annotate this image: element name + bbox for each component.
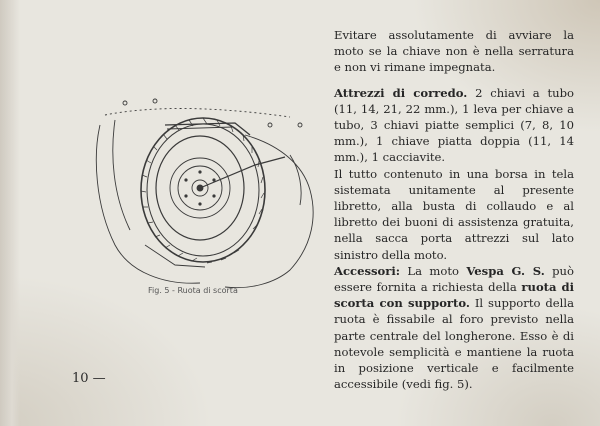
text-column — [334, 27, 574, 392]
page-binding — [0, 0, 20, 426]
accessori-text-2: può essere fornita a richiesta della — [334, 263, 574, 295]
spare-wheel-highlight: ruota di scorta con supporto. — [334, 280, 575, 311]
accessori-text-3: Il supporto della ruota è fissabile al foro previsto nella parte centrale del longherone. Esso è di notevole semplicità e mantiene la ruota in posizione verticale e facilmente accessibile (vedi fig. 5). — [334, 296, 574, 392]
accessori-heading: Accessori: — [334, 263, 401, 278]
figure-caption: Fig. 5 - Ruota di scorta — [148, 286, 238, 295]
attrezzi-paragraph — [334, 85, 574, 166]
page-number: 10 — — [72, 371, 106, 386]
vespa-model: Vespa G. S. — [466, 263, 545, 278]
attrezzi-second-paragraph: Il tutto contenuto in una borsa in tela sistemata unitamente al presente libretto, alla busta di collaudo e al libretto dei buoni di assistenza gratuita, nella sacca porta attrezzi sul lato sinistro della moto. — [334, 166, 574, 262]
attrezzi-heading: Attrezzi di corredo. — [334, 85, 468, 100]
attrezzi-body: 2 chiavi a tubo (11, 14, 21, 22 mm.), 1 leva per chiave a tubo, 3 chiavi piatte semplici (7, 8, 10 mm.), 1 chiave piatta doppia (11, 14 mm.), 1 cacciavite. — [334, 85, 574, 165]
accessori-paragraph — [334, 263, 574, 393]
spare-wheel-illustration — [85, 95, 325, 295]
accessori-text-1: La moto — [400, 263, 467, 278]
intro-paragraph: Evitare assolutamente di avviare la moto se la chiave non è nella serratura e non vi rimane impegnata. — [334, 28, 574, 75]
